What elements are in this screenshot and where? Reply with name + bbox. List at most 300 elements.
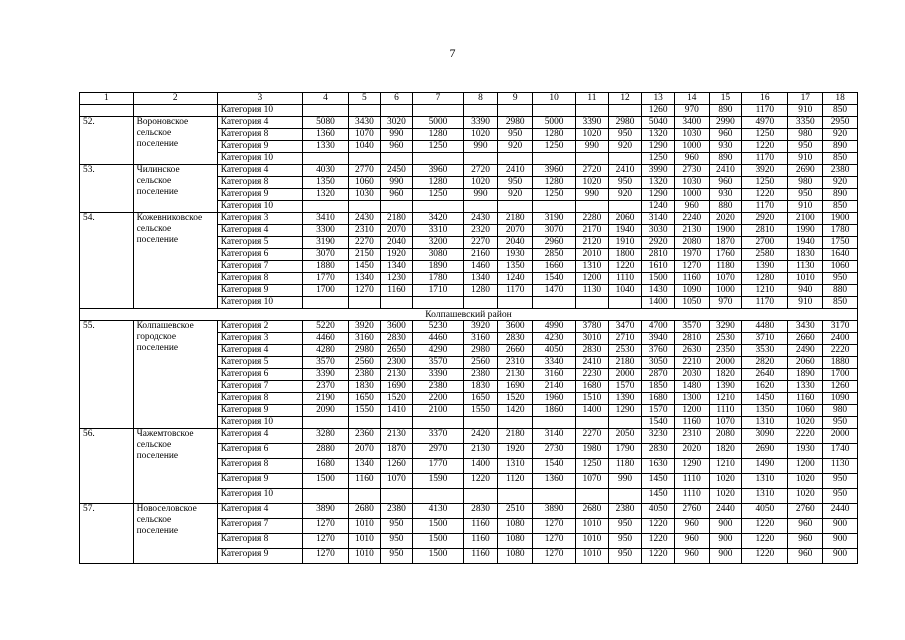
value-cell: 3140	[642, 213, 675, 225]
value-cell: 3960	[413, 165, 463, 177]
value-cell	[413, 489, 463, 504]
value-cell: 990	[608, 474, 642, 489]
value-cell: 2400	[823, 333, 858, 345]
column-header: 7	[413, 93, 463, 105]
value-cell: 3710	[742, 333, 788, 345]
value-cell	[498, 105, 533, 117]
category-cell: Категория 7	[217, 261, 302, 273]
value-cell	[608, 489, 642, 504]
value-cell: 1070	[709, 417, 742, 429]
value-cell: 5040	[642, 117, 675, 129]
value-cell: 1920	[380, 249, 413, 261]
value-cell: 3140	[533, 429, 576, 444]
category-cell: Категория 6	[217, 249, 302, 261]
value-cell: 2270	[349, 237, 381, 249]
value-cell: 2120	[576, 237, 609, 249]
value-cell: 950	[788, 189, 823, 201]
value-cell: 2310	[498, 357, 533, 369]
value-cell: 2920	[642, 237, 675, 249]
value-cell	[576, 297, 609, 309]
value-cell: 1070	[349, 129, 381, 141]
category-cell: Категория 6	[217, 444, 302, 459]
value-cell: 850	[823, 153, 858, 165]
value-cell: 960	[788, 519, 823, 534]
value-cell	[463, 297, 498, 309]
value-cell: 1010	[576, 534, 609, 549]
value-cell: 980	[788, 129, 823, 141]
category-cell: Категория 9	[217, 405, 302, 417]
value-cell: 2720	[576, 165, 609, 177]
value-cell: 2060	[608, 213, 642, 225]
value-cell: 1490	[742, 459, 788, 474]
value-cell: 1110	[709, 405, 742, 417]
value-cell: 950	[823, 474, 858, 489]
value-cell	[576, 105, 609, 117]
district-label: Колпашевский район	[80, 309, 858, 321]
value-cell: 1940	[788, 237, 823, 249]
value-cell: 2960	[533, 237, 576, 249]
value-cell	[608, 201, 642, 213]
value-cell: 1450	[642, 489, 675, 504]
value-cell: 2410	[709, 165, 742, 177]
value-cell: 950	[608, 519, 642, 534]
value-cell: 1020	[788, 417, 823, 429]
category-cell: Категория 10	[217, 105, 302, 117]
value-cell: 2430	[349, 213, 381, 225]
value-cell: 3430	[788, 321, 823, 333]
value-cell: 890	[709, 105, 742, 117]
value-cell: 1820	[709, 369, 742, 381]
value-cell: 960	[788, 549, 823, 564]
value-cell: 950	[380, 534, 413, 549]
value-cell	[413, 297, 463, 309]
value-cell	[463, 489, 498, 504]
value-cell: 1700	[302, 285, 348, 297]
value-cell: 2140	[533, 381, 576, 393]
value-cell: 4460	[302, 333, 348, 345]
value-cell: 1330	[788, 381, 823, 393]
value-cell: 960	[674, 153, 709, 165]
value-cell: 2130	[380, 369, 413, 381]
value-cell: 2130	[380, 429, 413, 444]
value-cell: 2380	[463, 369, 498, 381]
value-cell: 1260	[823, 381, 858, 393]
value-cell: 2690	[788, 165, 823, 177]
value-cell: 3780	[576, 321, 609, 333]
value-cell: 2640	[742, 369, 788, 381]
value-cell: 1220	[608, 261, 642, 273]
value-cell: 880	[823, 285, 858, 297]
value-cell: 1930	[498, 249, 533, 261]
value-cell: 3940	[642, 333, 675, 345]
value-cell	[413, 153, 463, 165]
value-cell	[576, 489, 609, 504]
value-cell: 960	[709, 129, 742, 141]
column-header: 17	[788, 93, 823, 105]
value-cell: 1270	[533, 519, 576, 534]
value-cell: 2980	[498, 117, 533, 129]
value-cell: 1690	[498, 381, 533, 393]
value-cell: 3300	[302, 225, 348, 237]
value-cell	[302, 417, 348, 429]
value-cell: 2680	[349, 504, 381, 519]
value-cell: 950	[608, 534, 642, 549]
value-cell: 3890	[533, 504, 576, 519]
value-cell: 1180	[709, 261, 742, 273]
value-cell: 2180	[498, 213, 533, 225]
value-cell: 3400	[674, 117, 709, 129]
value-cell: 2830	[576, 345, 609, 357]
value-cell	[608, 417, 642, 429]
value-cell: 1700	[823, 369, 858, 381]
value-cell: 930	[709, 141, 742, 153]
value-cell: 4130	[413, 504, 463, 519]
value-cell: 2980	[608, 117, 642, 129]
value-cell: 2380	[823, 165, 858, 177]
value-cell: 2760	[674, 504, 709, 519]
value-cell: 1060	[823, 261, 858, 273]
value-cell: 1020	[576, 129, 609, 141]
value-cell: 1160	[463, 519, 498, 534]
category-cell: Категория 10	[217, 417, 302, 429]
column-header: 14	[674, 93, 709, 105]
value-cell: 2720	[463, 165, 498, 177]
value-cell: 3190	[302, 237, 348, 249]
value-cell: 2980	[349, 345, 381, 357]
value-cell: 1320	[302, 189, 348, 201]
value-cell: 890	[823, 189, 858, 201]
value-cell: 2990	[709, 117, 742, 129]
value-cell: 950	[823, 489, 858, 504]
value-cell: 1040	[349, 141, 381, 153]
value-cell: 3570	[674, 321, 709, 333]
value-cell: 1160	[674, 417, 709, 429]
value-cell: 1000	[674, 189, 709, 201]
value-cell: 2040	[380, 237, 413, 249]
value-cell	[302, 489, 348, 504]
table-header-row	[80, 93, 858, 105]
value-cell: 1320	[642, 129, 675, 141]
value-cell: 960	[709, 177, 742, 189]
value-cell: 1540	[533, 459, 576, 474]
value-cell	[302, 201, 348, 213]
value-cell: 2310	[674, 429, 709, 444]
column-header: 3	[217, 93, 302, 105]
table-row	[80, 213, 858, 225]
value-cell: 1220	[742, 189, 788, 201]
table-row	[80, 117, 858, 129]
page-number: 7	[449, 46, 456, 60]
value-cell: 1270	[302, 549, 348, 564]
value-cell: 1470	[533, 285, 576, 297]
value-cell: 3350	[788, 117, 823, 129]
value-cell: 5000	[533, 117, 576, 129]
value-cell: 2810	[742, 225, 788, 237]
value-cell: 3600	[380, 321, 413, 333]
value-cell: 2830	[498, 333, 533, 345]
column-header: 10	[533, 93, 576, 105]
category-cell: Категория 3	[217, 333, 302, 345]
value-cell: 1250	[413, 189, 463, 201]
value-cell: 1210	[742, 285, 788, 297]
value-cell: 4050	[642, 504, 675, 519]
value-cell: 1080	[498, 534, 533, 549]
value-cell: 3390	[413, 369, 463, 381]
category-cell: Категория 8	[217, 129, 302, 141]
settlement-name: Новоселовское сельское поселение	[133, 504, 217, 564]
value-cell: 930	[709, 189, 742, 201]
value-cell: 2200	[413, 393, 463, 405]
value-cell: 1020	[463, 177, 498, 189]
value-cell: 3530	[742, 345, 788, 357]
value-cell: 1250	[742, 129, 788, 141]
table-row	[80, 504, 858, 519]
category-cell: Категория 9	[217, 141, 302, 153]
value-cell: 1650	[463, 393, 498, 405]
value-cell: 1200	[788, 459, 823, 474]
value-cell: 1920	[498, 444, 533, 459]
value-cell: 1280	[463, 285, 498, 297]
value-cell: 960	[380, 141, 413, 153]
category-cell: Категория 7	[217, 519, 302, 534]
value-cell: 3430	[349, 117, 381, 129]
value-cell: 2230	[576, 369, 609, 381]
value-cell: 2100	[413, 405, 463, 417]
value-cell: 2680	[576, 504, 609, 519]
value-cell: 1130	[788, 261, 823, 273]
value-cell: 1280	[533, 129, 576, 141]
value-cell: 1210	[709, 459, 742, 474]
value-cell: 990	[380, 177, 413, 189]
value-cell: 2850	[533, 249, 576, 261]
value-cell: 2560	[463, 357, 498, 369]
value-cell: 2870	[642, 369, 675, 381]
value-cell: 2030	[674, 369, 709, 381]
value-cell	[533, 489, 576, 504]
value-cell: 3020	[380, 117, 413, 129]
value-cell: 1860	[533, 405, 576, 417]
category-cell: Категория 4	[217, 504, 302, 519]
value-cell: 1310	[498, 459, 533, 474]
value-cell: 2130	[674, 225, 709, 237]
value-cell: 920	[823, 129, 858, 141]
category-cell: Категория 8	[217, 177, 302, 189]
value-cell: 1400	[463, 459, 498, 474]
value-cell: 1220	[642, 534, 675, 549]
value-cell	[498, 417, 533, 429]
value-cell: 1280	[533, 177, 576, 189]
table-row	[80, 321, 858, 333]
value-cell: 2270	[463, 237, 498, 249]
value-cell: 950	[608, 129, 642, 141]
row-number: 53.	[80, 165, 134, 213]
value-cell: 3390	[576, 117, 609, 129]
value-cell: 1320	[642, 177, 675, 189]
value-cell: 2410	[576, 357, 609, 369]
value-cell: 1010	[576, 549, 609, 564]
value-cell: 1250	[742, 177, 788, 189]
category-cell: Категория 9	[217, 474, 302, 489]
table-row	[80, 105, 858, 117]
row-number: 57.	[80, 504, 134, 564]
value-cell	[533, 105, 576, 117]
column-header: 4	[302, 93, 348, 105]
value-cell: 890	[709, 153, 742, 165]
value-cell: 2380	[380, 504, 413, 519]
value-cell: 970	[709, 297, 742, 309]
value-cell: 1200	[674, 405, 709, 417]
value-cell	[349, 153, 381, 165]
value-cell: 5080	[302, 117, 348, 129]
value-cell: 1220	[742, 534, 788, 549]
value-cell	[533, 417, 576, 429]
value-cell: 1220	[642, 549, 675, 564]
value-cell: 960	[674, 201, 709, 213]
column-header: 12	[608, 93, 642, 105]
value-cell: 1170	[742, 105, 788, 117]
category-cell: Категория 9	[217, 189, 302, 201]
value-cell: 1080	[498, 549, 533, 564]
value-cell: 850	[823, 201, 858, 213]
category-cell: Категория 3	[217, 213, 302, 225]
value-cell: 1220	[742, 549, 788, 564]
settlement-name: Чажемтовское сельское поселение	[133, 429, 217, 504]
value-cell: 1020	[788, 489, 823, 504]
value-cell: 3600	[498, 321, 533, 333]
value-cell	[380, 417, 413, 429]
value-cell: 1820	[709, 444, 742, 459]
value-cell: 3230	[642, 429, 675, 444]
value-cell: 1350	[742, 405, 788, 417]
value-cell: 950	[498, 177, 533, 189]
value-cell	[608, 297, 642, 309]
value-cell: 1010	[576, 519, 609, 534]
value-cell: 1310	[742, 417, 788, 429]
value-cell: 2410	[608, 165, 642, 177]
value-cell: 1200	[576, 273, 609, 285]
value-cell: 1020	[709, 474, 742, 489]
value-cell: 920	[498, 189, 533, 201]
value-cell: 4990	[533, 321, 576, 333]
value-cell: 1980	[576, 444, 609, 459]
value-cell: 2180	[498, 429, 533, 444]
value-cell: 900	[823, 519, 858, 534]
value-cell: 1850	[642, 381, 675, 393]
value-cell	[349, 105, 381, 117]
value-cell: 4290	[413, 345, 463, 357]
value-cell: 2280	[576, 213, 609, 225]
value-cell	[463, 105, 498, 117]
value-cell: 2660	[498, 345, 533, 357]
category-cell: Категория 4	[217, 345, 302, 357]
value-cell: 1870	[380, 444, 413, 459]
row-number: 54.	[80, 213, 134, 309]
value-cell: 1890	[788, 369, 823, 381]
value-cell: 1170	[742, 297, 788, 309]
value-cell: 3160	[463, 333, 498, 345]
value-cell: 1680	[302, 459, 348, 474]
value-cell: 2070	[380, 225, 413, 237]
value-cell: 1170	[742, 201, 788, 213]
row-number	[80, 105, 134, 117]
value-cell: 1220	[642, 519, 675, 534]
category-cell: Категория 4	[217, 117, 302, 129]
value-cell: 1290	[642, 189, 675, 201]
value-cell	[498, 297, 533, 309]
value-cell: 2010	[576, 249, 609, 261]
value-cell: 2560	[349, 357, 381, 369]
row-number: 56.	[80, 429, 134, 504]
value-cell: 1340	[463, 273, 498, 285]
value-cell: 1160	[674, 273, 709, 285]
value-cell: 2000	[608, 369, 642, 381]
value-cell: 1710	[413, 285, 463, 297]
value-cell	[498, 489, 533, 504]
value-cell: 1680	[642, 393, 675, 405]
value-cell: 900	[709, 534, 742, 549]
value-cell: 4030	[302, 165, 348, 177]
value-cell: 900	[823, 534, 858, 549]
value-cell: 3090	[742, 429, 788, 444]
value-cell: 1020	[463, 129, 498, 141]
value-cell: 910	[788, 201, 823, 213]
value-cell: 1830	[463, 381, 498, 393]
value-cell: 1290	[642, 141, 675, 153]
value-cell: 1770	[413, 459, 463, 474]
value-cell: 1240	[642, 201, 675, 213]
value-cell: 1210	[709, 393, 742, 405]
category-cell: Категория 9	[217, 285, 302, 297]
value-cell: 1250	[413, 141, 463, 153]
value-cell	[349, 489, 381, 504]
value-cell: 1340	[349, 459, 381, 474]
value-cell: 1650	[349, 393, 381, 405]
value-cell: 1630	[642, 459, 675, 474]
value-cell	[302, 153, 348, 165]
value-cell: 1900	[709, 225, 742, 237]
value-cell: 2420	[463, 429, 498, 444]
value-cell: 1510	[576, 393, 609, 405]
settlement-name: Чилинское сельское поселение	[133, 165, 217, 213]
value-cell: 1310	[742, 474, 788, 489]
value-cell: 1110	[674, 474, 709, 489]
value-cell: 2190	[302, 393, 348, 405]
value-cell: 2430	[463, 213, 498, 225]
value-cell: 1060	[788, 405, 823, 417]
value-cell: 2810	[642, 249, 675, 261]
value-cell: 1160	[463, 549, 498, 564]
value-cell: 2530	[608, 345, 642, 357]
value-cell: 950	[498, 129, 533, 141]
value-cell: 1290	[674, 459, 709, 474]
value-cell: 1360	[302, 129, 348, 141]
value-cell: 1220	[463, 474, 498, 489]
value-cell	[463, 201, 498, 213]
value-cell: 1610	[642, 261, 675, 273]
value-cell: 3340	[533, 357, 576, 369]
value-cell: 900	[709, 519, 742, 534]
value-cell: 2730	[533, 444, 576, 459]
value-cell: 3470	[608, 321, 642, 333]
value-cell: 3200	[413, 237, 463, 249]
value-cell: 4460	[413, 333, 463, 345]
value-cell: 2130	[498, 369, 533, 381]
value-cell: 920	[823, 177, 858, 189]
value-cell: 2730	[674, 165, 709, 177]
value-cell: 1430	[642, 285, 675, 297]
value-cell: 1220	[742, 141, 788, 153]
value-cell: 1620	[742, 381, 788, 393]
